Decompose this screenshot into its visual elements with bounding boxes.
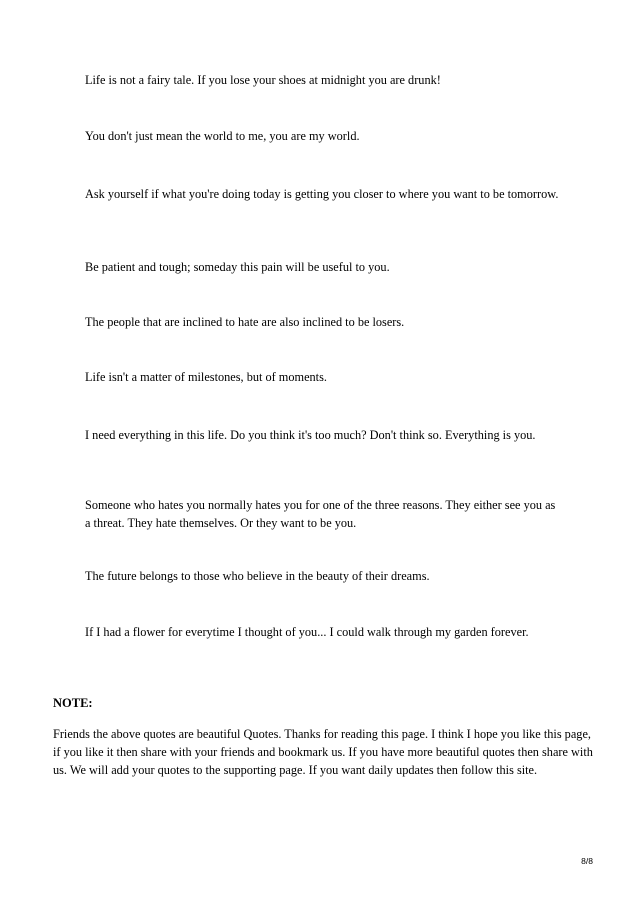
quote-7: I need everything in this life. Do you think it's too much? Don't think so. Everything is you.: [85, 428, 536, 442]
quote-9: The future belongs to those who believe in the beauty of their dreams.: [85, 569, 430, 583]
note-heading: NOTE:: [53, 696, 93, 710]
quote-2: You don't just mean the world to me, you are my world.: [85, 129, 360, 143]
quote-8: Someone who hates you normally hates you for one of the three reasons. They either see you as a threat. They hate themselves. Or they want to be you.: [85, 498, 556, 530]
quote-6: Life isn't a matter of milestones, but of moments.: [85, 370, 327, 384]
quote-4: Be patient and tough; someday this pain will be useful to you.: [85, 260, 390, 274]
note-body: Friends the above quotes are beautiful Quotes. Thanks for reading this page. I think I hope you like this page, if you like it then share with your friends and bookmark us. If you have more beautiful quotes then share with us. We will add your quotes to the supporting page. If you want daily updates then follow this site.: [53, 727, 593, 777]
quote-5: The people that are inclined to hate are also inclined to be losers.: [85, 315, 405, 329]
quote-1: Life is not a fairy tale. If you lose your shoes at midnight you are drunk!: [85, 73, 441, 87]
page-number: 8/8: [581, 856, 593, 866]
quote-10: If I had a flower for everytime I thought of you... I could walk through my garden forever.: [85, 625, 529, 639]
quote-3: Ask yourself if what you're doing today is getting you closer to where you want to be tomorrow.: [85, 187, 559, 201]
